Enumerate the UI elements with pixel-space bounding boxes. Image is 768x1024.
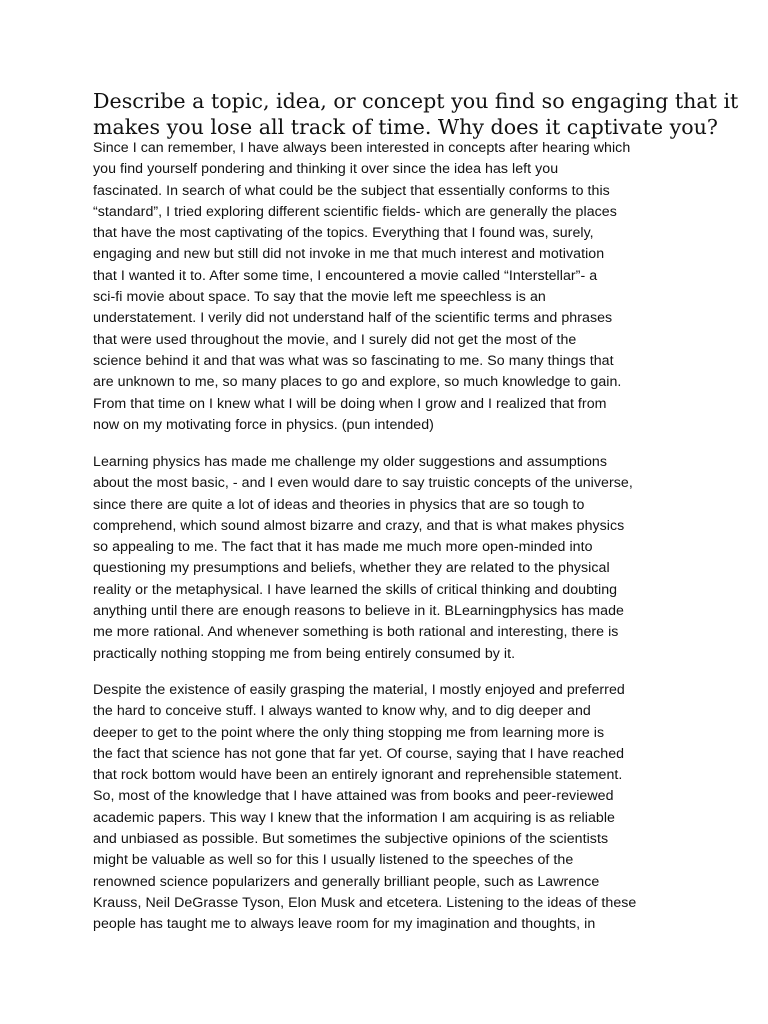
essay-paragraph-2: Learning physics has made me challenge my older suggestions and assumptions about the most basic, - and I even would dare to say truistic concepts of the universe, since there are quite a lot of ideas and theories in physics that are so tough to comprehend, which sound almost bizarre and crazy, and that is what makes physics so appealing to me. The fact that it has made me much more open-minded into questioning my presumptions and beliefs, whether they are related to the physical reality or the metaphysical. I have learned the skills of critical thinking and doubting anything until there are enough reasons to believe in it. BLearningphysics has made me more rational. And whenever something is both rational and interesting, there is practically nothing stopping me from being entirely consumed by it. bbox=[93, 454, 633, 662]
essay-paragraph-3: Despite the existence of easily grasping the material, I mostly enjoyed and preferred the hard to conceive stuff. I always wanted to know why, and to dig deeper and deeper to get to the point where the only thing stopping me from learning more is the fact that science has not gone that far yet. Of course, saying that I have reached that rock bottom would have been an entirely ignorant and reprehensible statement. So, most of the knowledge that I have attained was from books and peer-reviewed academic papers. This way I knew that the information I am acquiring is as reliable and unbiased as possible. But sometimes the subjective opinions of the scientists might be valuable as well so for this I usually listened to the speeches of the renowned science popularizers and generally brilliant people, such as Lawrence Krauss, Neil DeGrasse Tyson, Elon Musk and etcetera. Listening to the ideas of these people has taught me to always leave room for my imagination and thoughts, in bbox=[93, 682, 637, 933]
essay-prompt-title: Describe a topic, idea, or concept you find so engaging that it makes you lose all track of time. Why does it captivate you? bbox=[93, 89, 739, 139]
essay-paragraph-1: Since I can remember, I have always been interested in concepts after hearing which you find yourself pondering and thinking it over since the idea has left you fascinated. In search of what could be the subject that essentially conforms to this “standard”, I tried exploring different scientific fields- which are generally the places that have the most captivating of the topics. Everything that I found was, surely, engaging and new but still did not invoke in me that much interest and motivation that I wanted it to. After some time, I encountered a movie called “Interstellar”- a sci-fi movie about space. To say that the movie left me speechless is an understatement. I verily did not understand half of the scientific terms and phrases that were used throughout the movie, and I surely did not get the most of the science behind it and that was what was so fascinating to me. So many things that are unknown to me, so many places to go and explore, so much knowledge to gain. From that time on I knew what I will be doing when I grow and I realized that from now on my motivating force in physics. (pun intended) bbox=[93, 140, 631, 433]
